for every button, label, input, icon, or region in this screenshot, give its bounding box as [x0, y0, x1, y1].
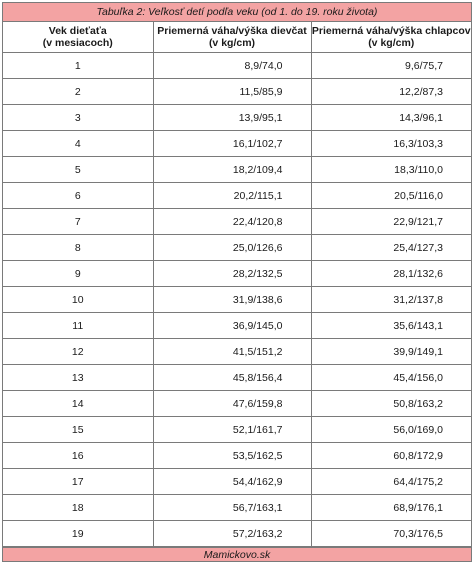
cell-girls: 36,9/145,0: [153, 313, 311, 339]
cell-boys: 60,8/172,9: [311, 443, 471, 469]
cell-age: 5: [3, 157, 153, 183]
header-boys: Priemerná váha/výška chlapcov (v kg/cm): [311, 22, 471, 53]
table-row: [3, 53, 471, 79]
cell-age: 19: [3, 521, 153, 547]
table-row: [3, 105, 471, 131]
cell-girls: 54,4/162,9: [153, 469, 311, 495]
table-row: [3, 495, 471, 521]
table-row: [3, 287, 471, 313]
cell-age: 10: [3, 287, 153, 313]
table-row: [3, 131, 471, 157]
cell-age: 8: [3, 235, 153, 261]
cell-girls: 8,9/74,0: [153, 53, 311, 79]
cell-boys: 28,1/132,6: [311, 261, 471, 287]
cell-girls: 13,9/95,1: [153, 105, 311, 131]
cell-boys: 12,2/87,3: [311, 79, 471, 105]
cell-age: 9: [3, 261, 153, 287]
cell-boys: 18,3/110,0: [311, 157, 471, 183]
cell-age: 14: [3, 391, 153, 417]
cell-girls: 52,1/161,7: [153, 417, 311, 443]
table-row: [3, 521, 471, 547]
size-table: [3, 22, 471, 547]
cell-age: 2: [3, 79, 153, 105]
cell-girls: 20,2/115,1: [153, 183, 311, 209]
cell-girls: 28,2/132,5: [153, 261, 311, 287]
cell-girls: 25,0/126,6: [153, 235, 311, 261]
cell-age: 15: [3, 417, 153, 443]
cell-boys: 22,9/121,7: [311, 209, 471, 235]
cell-girls: 41,5/151,2: [153, 339, 311, 365]
table-row: [3, 313, 471, 339]
cell-girls: 53,5/162,5: [153, 443, 311, 469]
table-title: Tabuľka 2: Veľkosť detí podľa veku (od 1. do 19. roku života): [3, 3, 471, 22]
cell-girls: 18,2/109,4: [153, 157, 311, 183]
cell-boys: 16,3/103,3: [311, 131, 471, 157]
cell-age: 17: [3, 469, 153, 495]
cell-girls: 22,4/120,8: [153, 209, 311, 235]
table-row: [3, 79, 471, 105]
table-row: [3, 157, 471, 183]
cell-boys: 39,9/149,1: [311, 339, 471, 365]
cell-boys: 70,3/176,5: [311, 521, 471, 547]
cell-girls: 11,5/85,9: [153, 79, 311, 105]
table-footer: [3, 547, 471, 561]
cell-boys: 31,2/137,8: [311, 287, 471, 313]
cell-age: 12: [3, 339, 153, 365]
cell-age: 6: [3, 183, 153, 209]
cell-age: 4: [3, 131, 153, 157]
cell-girls: 45,8/156,4: [153, 365, 311, 391]
table-row: [3, 261, 471, 287]
table-row: [3, 209, 471, 235]
cell-boys: 45,4/156,0: [311, 365, 471, 391]
cell-age: 18: [3, 495, 153, 521]
cell-boys: 25,4/127,3: [311, 235, 471, 261]
cell-age: 11: [3, 313, 153, 339]
cell-age: 1: [3, 53, 153, 79]
cell-boys: 9,6/75,7: [311, 53, 471, 79]
cell-girls: 16,1/102,7: [153, 131, 311, 157]
table-body: [3, 53, 471, 547]
header-age: Vek dieťaťa (v mesiacoch): [3, 22, 153, 53]
table-row: [3, 235, 471, 261]
cell-age: 3: [3, 105, 153, 131]
table-row: [3, 365, 471, 391]
cell-boys: 35,6/143,1: [311, 313, 471, 339]
header-girls: Priemerná váha/výška dievčat (v kg/cm): [153, 22, 311, 53]
table-row: [3, 183, 471, 209]
table-row: [3, 443, 471, 469]
footer-source: Mamickovo.sk: [203, 548, 271, 561]
table-frame: [2, 2, 472, 562]
header-row: [3, 22, 471, 53]
cell-age: 16: [3, 443, 153, 469]
cell-age: 13: [3, 365, 153, 391]
cell-boys: 56,0/169,0: [311, 417, 471, 443]
cell-girls: 47,6/159,8: [153, 391, 311, 417]
cell-boys: 68,9/176,1: [311, 495, 471, 521]
table-row: [3, 339, 471, 365]
cell-age: 7: [3, 209, 153, 235]
table-row: [3, 391, 471, 417]
cell-boys: 20,5/116,0: [311, 183, 471, 209]
cell-girls: 31,9/138,6: [153, 287, 311, 313]
cell-girls: 57,2/163,2: [153, 521, 311, 547]
table-row: [3, 417, 471, 443]
cell-boys: 50,8/163,2: [311, 391, 471, 417]
cell-boys: 64,4/175,2: [311, 469, 471, 495]
cell-boys: 14,3/96,1: [311, 105, 471, 131]
cell-girls: 56,7/163,1: [153, 495, 311, 521]
table-row: [3, 469, 471, 495]
